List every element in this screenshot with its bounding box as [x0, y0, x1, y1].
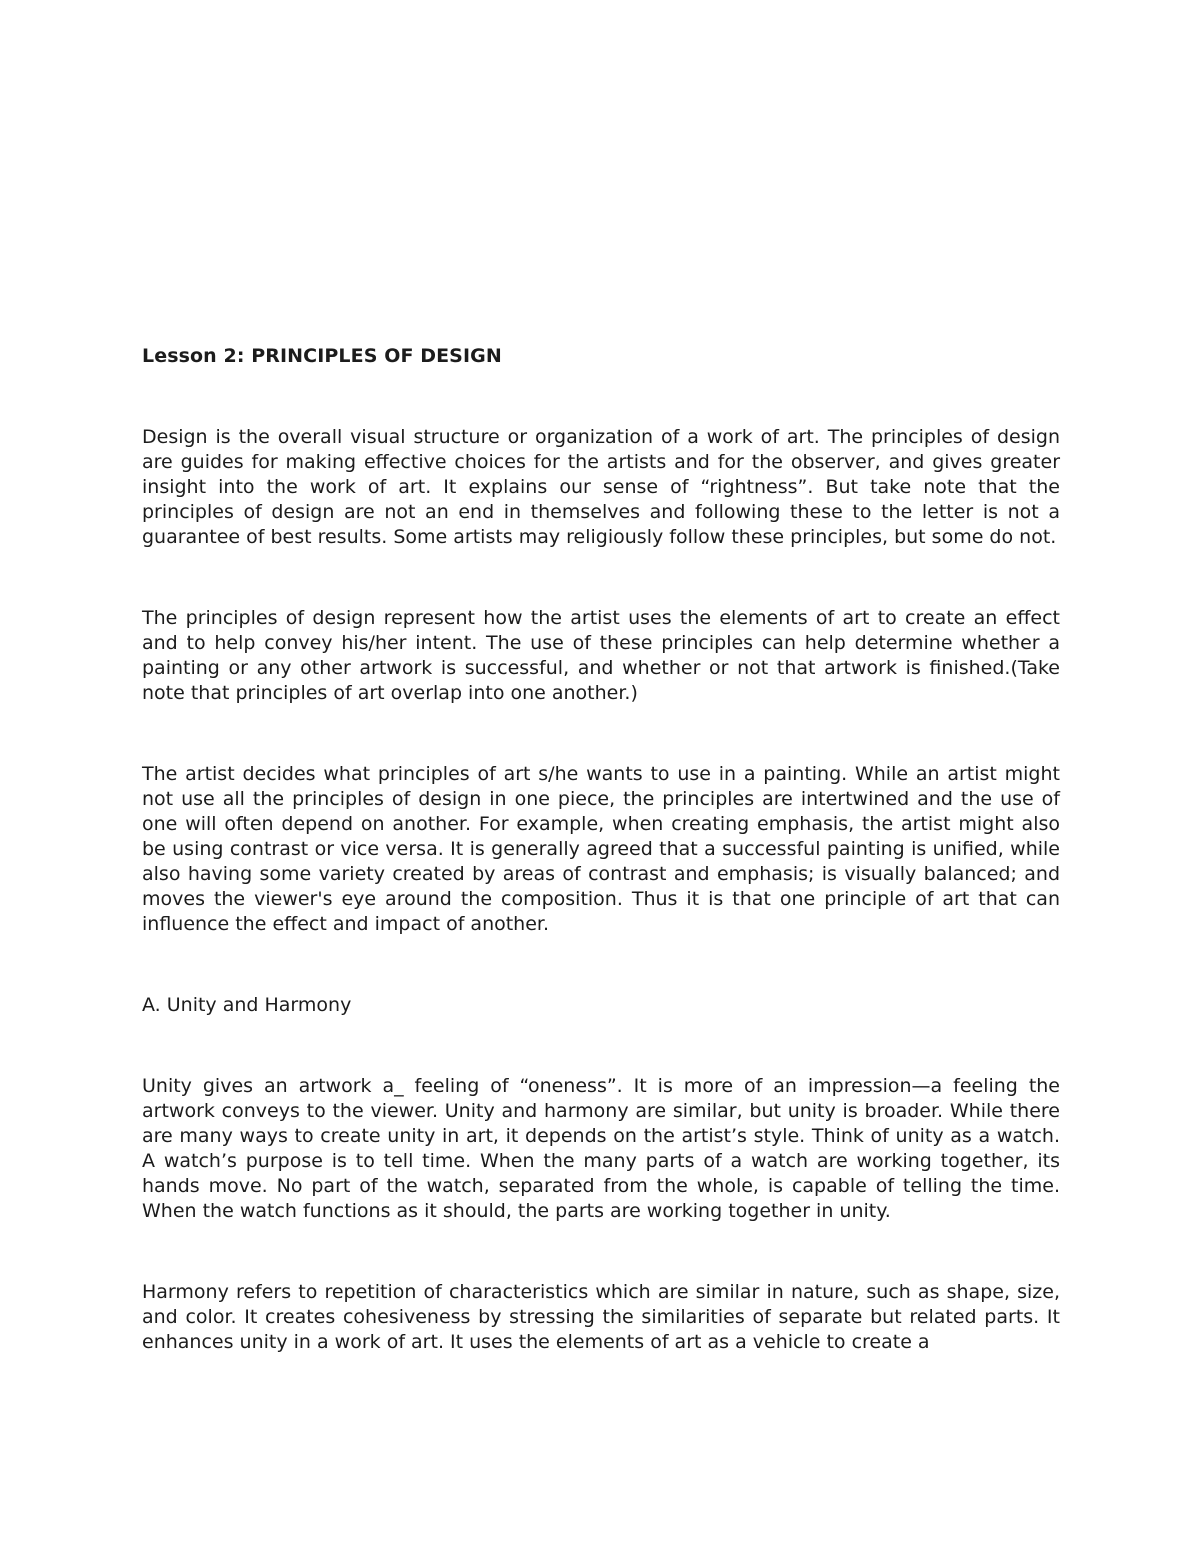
intro-paragraph: Design is the overall visual structure or organization of a work of art. The principles of design are guides for making effective choices for the artists and for the observer, and gives greater insight into the work of art. It explains our sense of “rightness”. But take note that the principles of design are not an end in themselves and following these to the letter is not a guarantee of best results. Some artists may religiously follow these principles, but some do not. [142, 426, 1060, 548]
principles-paragraph: The principles of design represent how the artist uses the elements of art to create an effect and to help convey his/her intent. The use of these principles can help determine whether a painting or any other artwork is successful, and whether or not that artwork is finished.(Take note that principles of art overlap into one another.) [142, 607, 1060, 704]
artist-decides-paragraph: The artist decides what principles of art s/he wants to use in a painting. While an artist might not use all the principles of design in one piece, the principles are intertwined and the use of one will often depend on another. For example, when creating emphasis, the artist might also be using contrast or vice versa. It is generally agreed that a successful painting is unified, while also having some variety created by areas of contrast and emphasis; is visually balanced; and moves the viewer's eye around the composition. Thus it is that one principle of art that can influence the effect and impact of another. [142, 763, 1060, 935]
unity-paragraph: Unity gives an artwork a_ feeling of “oneness”. It is more of an impression—a feeling the artwork conveys to the viewer. Unity and harmony are similar, but unity is broader. While there are many ways to create unity in art, it depends on the artist’s style. Think of unity as a watch. A watch’s purpose is to tell time. When the many parts of a watch are working together, its hands move. No part of the watch, separated from the whole, is capable of telling the time. When the watch functions as it should, the parts are working together in unity. [142, 1075, 1060, 1222]
harmony-paragraph: Harmony refers to repetition of characteristics which are similar in nature, such as shape, size, and color. It creates cohesiveness by stressing the similarities of separate but related parts. It enhances unity in a work of art. It uses the elements of art as a vehicle to create a [142, 1281, 1060, 1353]
document-body [142, 344, 1060, 1355]
section-heading-unity-harmony: A. Unity and Harmony [142, 994, 352, 1016]
lesson-title: Lesson 2: PRINCIPLES OF DESIGN [142, 345, 502, 367]
